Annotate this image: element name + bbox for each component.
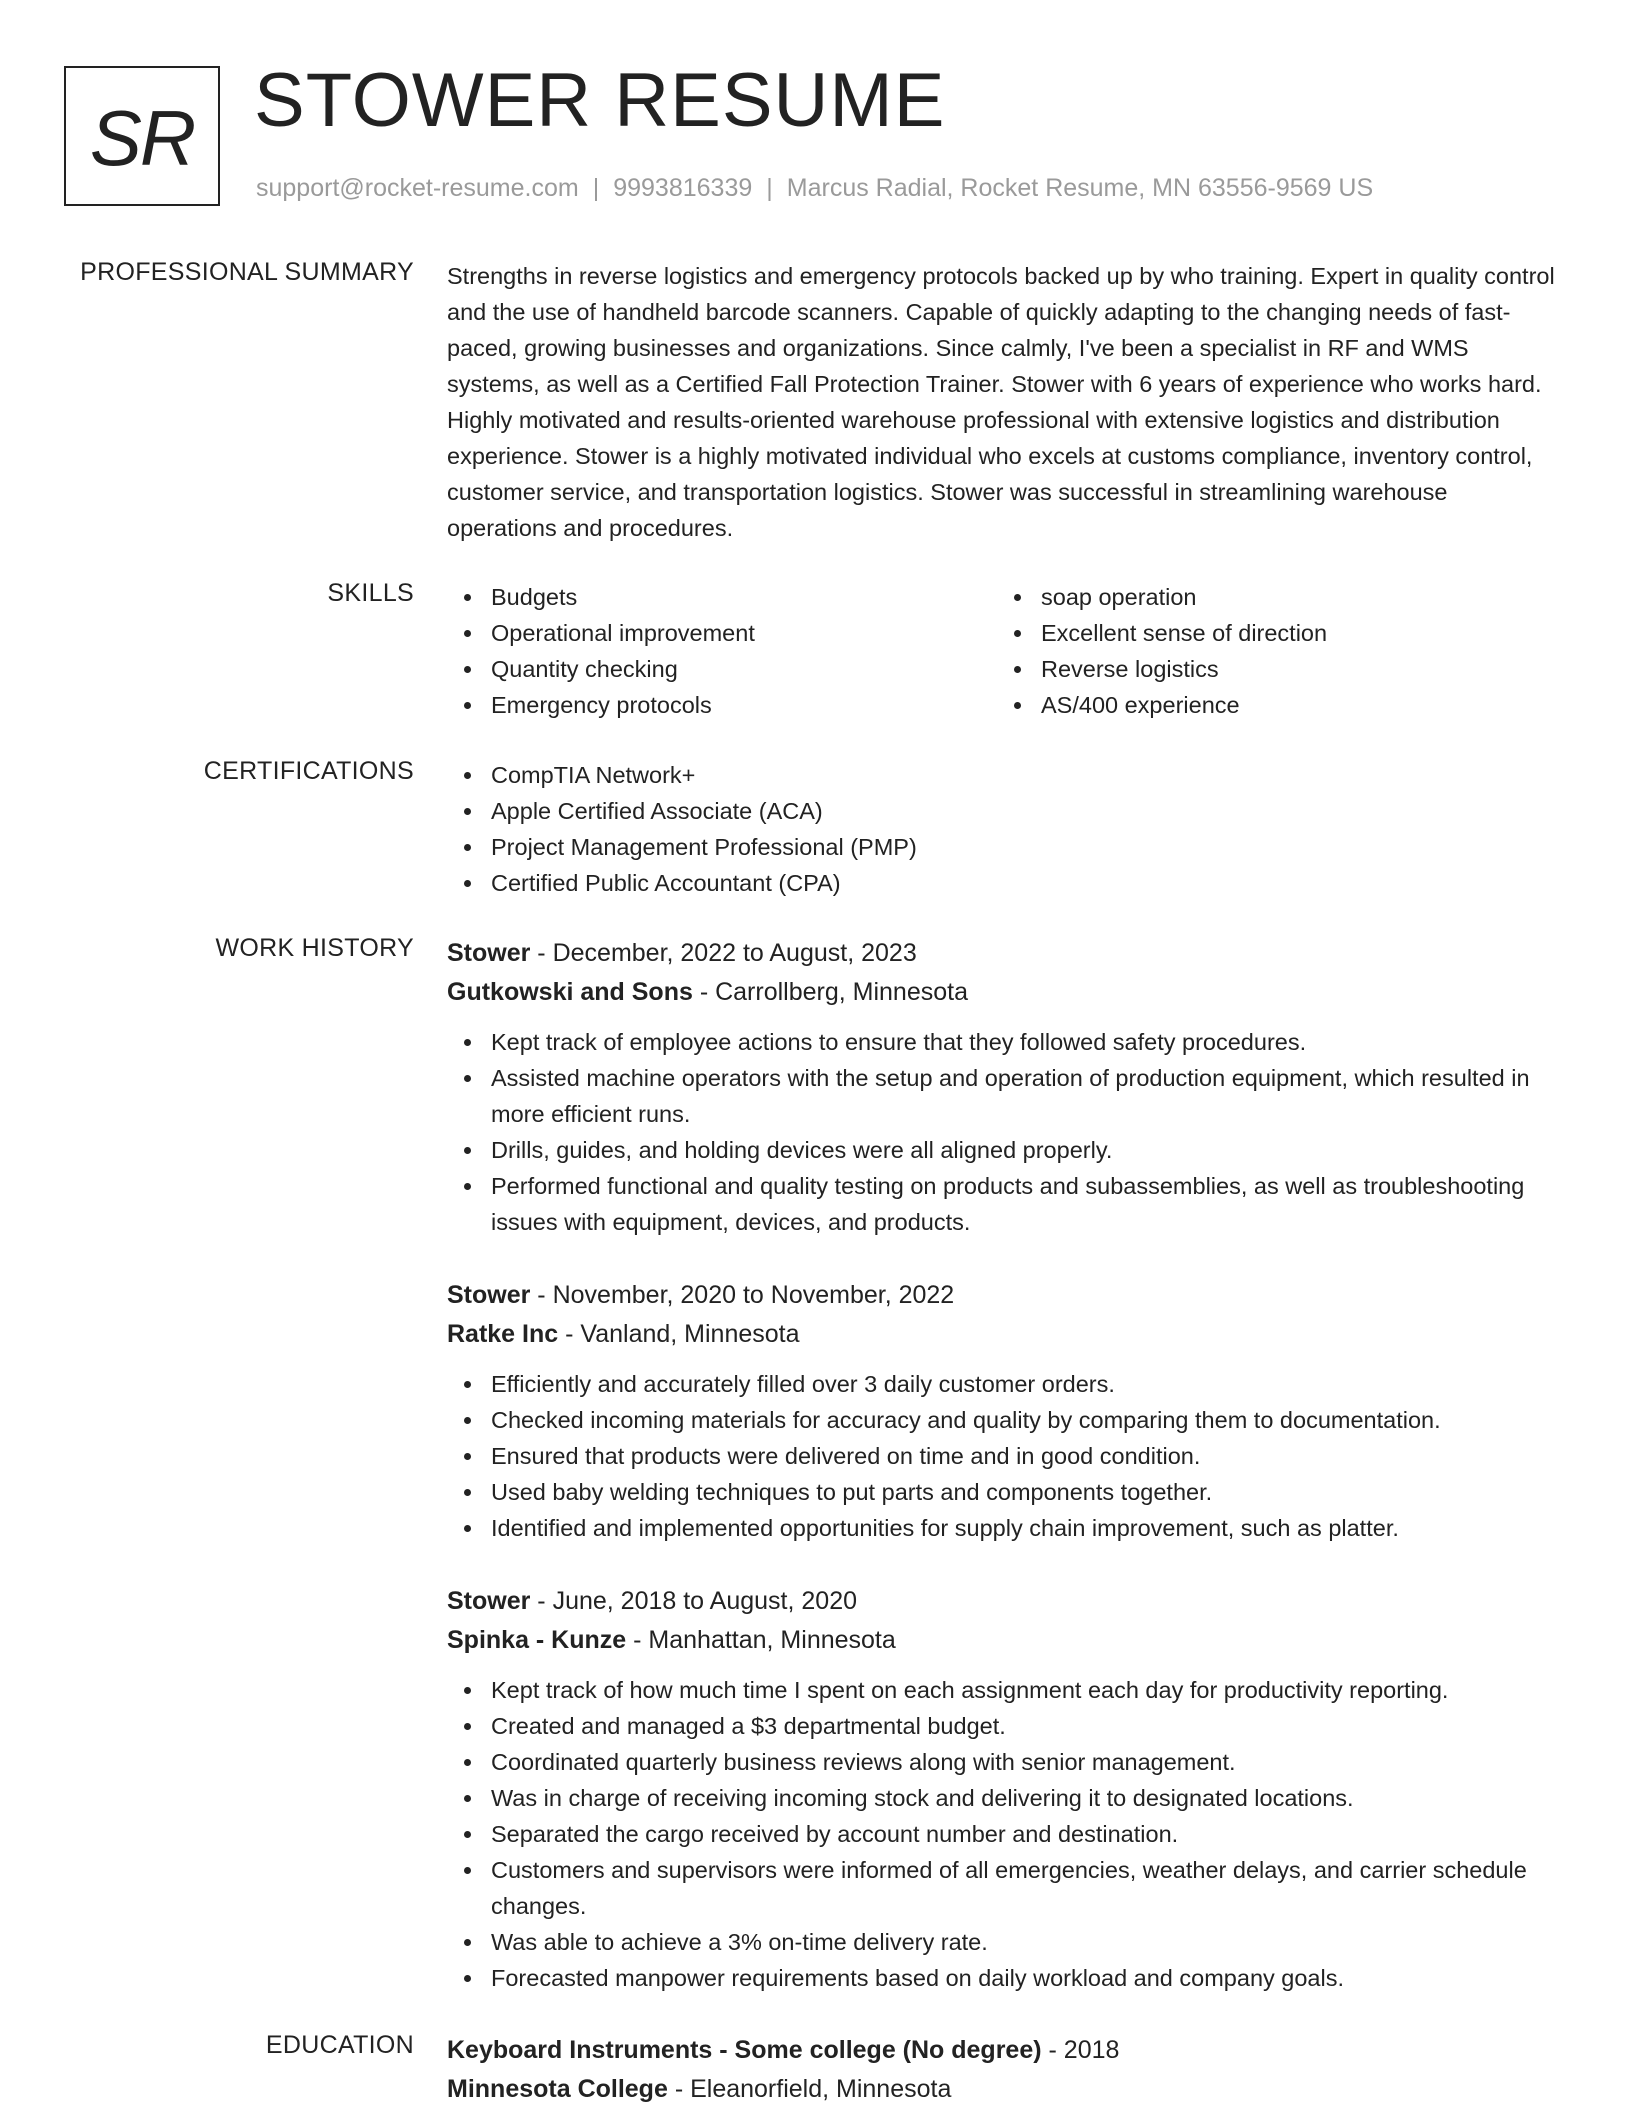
contact-separator: | bbox=[766, 174, 773, 202]
job-bullet: Ensured that products were delivered on time and in good condition. bbox=[447, 1438, 1557, 1474]
job-dates: - December, 2022 to August, 2023 bbox=[530, 939, 917, 967]
job-entry bbox=[447, 1582, 1557, 1996]
job-dates: - November, 2020 to November, 2022 bbox=[530, 1281, 955, 1309]
skill-item: Reverse logistics bbox=[997, 651, 1547, 687]
job-location: - Carrollberg, Minnesota bbox=[692, 978, 968, 1006]
section-heading-education: EDUCATION bbox=[265, 2031, 414, 2059]
certification-item: Apple Certified Associate (ACA) bbox=[447, 793, 1557, 829]
job-bullets bbox=[447, 1366, 1557, 1546]
job-title-line bbox=[447, 1582, 1557, 1620]
job-location: - Vanland, Minnesota bbox=[558, 1320, 800, 1348]
job-company: Ratke Inc bbox=[447, 1320, 559, 1348]
candidate-name: STOWER RESUME bbox=[254, 58, 946, 143]
job-bullet: Separated the cargo received by account number and destination. bbox=[447, 1816, 1557, 1852]
certification-item: Project Management Professional (PMP) bbox=[447, 829, 1557, 865]
job-title-line bbox=[447, 1276, 1557, 1314]
job-company: Gutkowski and Sons bbox=[447, 978, 693, 1006]
job-company-line bbox=[447, 1314, 1557, 1354]
job-bullet: Kept track of how much time I spent on each assignment each day for productivity reporting. bbox=[447, 1672, 1557, 1708]
job-bullet: Assisted machine operators with the setup and operation of production equipment, which resulted in more efficient runs. bbox=[447, 1060, 1557, 1132]
section-heading-summary: PROFESSIONAL SUMMARY bbox=[80, 258, 414, 286]
job-bullet: Was able to achieve a 3% on-time delivery rate. bbox=[447, 1924, 1557, 1960]
monogram-initials: SR bbox=[89, 93, 195, 182]
section-heading-work-history: WORK HISTORY bbox=[215, 934, 414, 962]
job-company-line bbox=[447, 1620, 1557, 1660]
education-school: Minnesota College bbox=[447, 2075, 668, 2103]
education-degree: Keyboard Instruments - Some college (No degree) bbox=[447, 2036, 1042, 2064]
job-location: - Manhattan, Minnesota bbox=[626, 1626, 896, 1654]
monogram-badge bbox=[64, 66, 220, 206]
job-company: Spinka - Kunze bbox=[447, 1626, 627, 1654]
education-year: - 2018 bbox=[1041, 2036, 1120, 2064]
contact-phone: 9993816339 bbox=[613, 174, 753, 202]
job-bullet: Customers and supervisors were informed of all emergencies, weather delays, and carrier schedule changes. bbox=[447, 1852, 1557, 1924]
section-heading-skills: SKILLS bbox=[327, 579, 414, 607]
skill-item: Quantity checking bbox=[447, 651, 997, 687]
job-bullet: Checked incoming materials for accuracy and quality by comparing them to documentation. bbox=[447, 1402, 1557, 1438]
job-title-line bbox=[447, 934, 1557, 972]
certification-item: CompTIA Network+ bbox=[447, 757, 1557, 793]
contact-email: support@rocket-resume.com bbox=[256, 174, 579, 202]
job-title: Stower bbox=[447, 1281, 531, 1309]
job-bullet: Identified and implemented opportunities for supply chain improvement, such as platter. bbox=[447, 1510, 1557, 1546]
summary-text: Strengths in reverse logistics and emergency protocols backed up by who training. Expert in quality control and the use of handheld barcode scanners. Capable of quickly adapting to the changing needs of fast-paced, growing businesses and organizations. Since calmly, I've been a specialist in RF and WMS systems, as well as a Certified Fall Protection Trainer. Stower with 6 years of experience who works hard. Highly motivated and results-oriented warehouse professional with extensive logistics and distribution experience. Stower is a highly motivated individual who excels at customs compliance, inventory control, customer service, and transportation logistics. Stower was successful in streamlining warehouse operations and procedures. bbox=[447, 263, 1555, 541]
certification-item: Certified Public Accountant (CPA) bbox=[447, 865, 1557, 901]
skills-grid bbox=[447, 579, 1557, 723]
job-bullet: Drills, guides, and holding devices were all aligned properly. bbox=[447, 1132, 1557, 1168]
job-bullets bbox=[447, 1672, 1557, 1996]
job-bullet: Was in charge of receiving incoming stock and delivering it to designated locations. bbox=[447, 1780, 1557, 1816]
job-bullet: Efficiently and accurately filled over 3 daily customer orders. bbox=[447, 1366, 1557, 1402]
contact-separator: | bbox=[592, 174, 600, 202]
job-entry bbox=[447, 1276, 1557, 1546]
job-bullet: Used baby welding techniques to put parts and components together. bbox=[447, 1474, 1557, 1510]
job-company-line bbox=[447, 972, 1557, 1012]
contact-line bbox=[256, 174, 1373, 203]
skill-item: AS/400 experience bbox=[997, 687, 1547, 723]
education-location: - Eleanorfield, Minnesota bbox=[667, 2075, 952, 2103]
skill-item: Budgets bbox=[447, 579, 997, 615]
education-degree-line bbox=[447, 2031, 1557, 2069]
job-entry bbox=[447, 934, 1557, 1240]
job-bullet: Forecasted manpower requirements based on daily workload and company goals. bbox=[447, 1960, 1557, 1996]
skill-item: soap operation bbox=[997, 579, 1547, 615]
job-title: Stower bbox=[447, 939, 531, 967]
skill-item: Operational improvement bbox=[447, 615, 997, 651]
skills-list-right bbox=[997, 579, 1547, 723]
certifications-list bbox=[447, 757, 1557, 901]
contact-address: Marcus Radial, Rocket Resume, MN 63556-9569 US bbox=[786, 174, 1374, 202]
job-bullet: Kept track of employee actions to ensure that they followed safety procedures. bbox=[447, 1024, 1557, 1060]
skill-item: Excellent sense of direction bbox=[997, 615, 1547, 651]
section-heading-certifications: CERTIFICATIONS bbox=[203, 757, 414, 785]
job-bullet: Coordinated quarterly business reviews along with senior management. bbox=[447, 1744, 1557, 1780]
job-bullet: Created and managed a $3 departmental budget. bbox=[447, 1708, 1557, 1744]
job-bullet: Performed functional and quality testing on products and subassemblies, as well as troubleshooting issues with equipment, devices, and products. bbox=[447, 1168, 1557, 1240]
education-school-line bbox=[447, 2069, 1557, 2109]
job-dates: - June, 2018 to August, 2020 bbox=[530, 1587, 857, 1615]
skill-item: Emergency protocols bbox=[447, 687, 997, 723]
job-bullets bbox=[447, 1024, 1557, 1240]
skills-list-left bbox=[447, 579, 997, 723]
job-title: Stower bbox=[447, 1587, 531, 1615]
